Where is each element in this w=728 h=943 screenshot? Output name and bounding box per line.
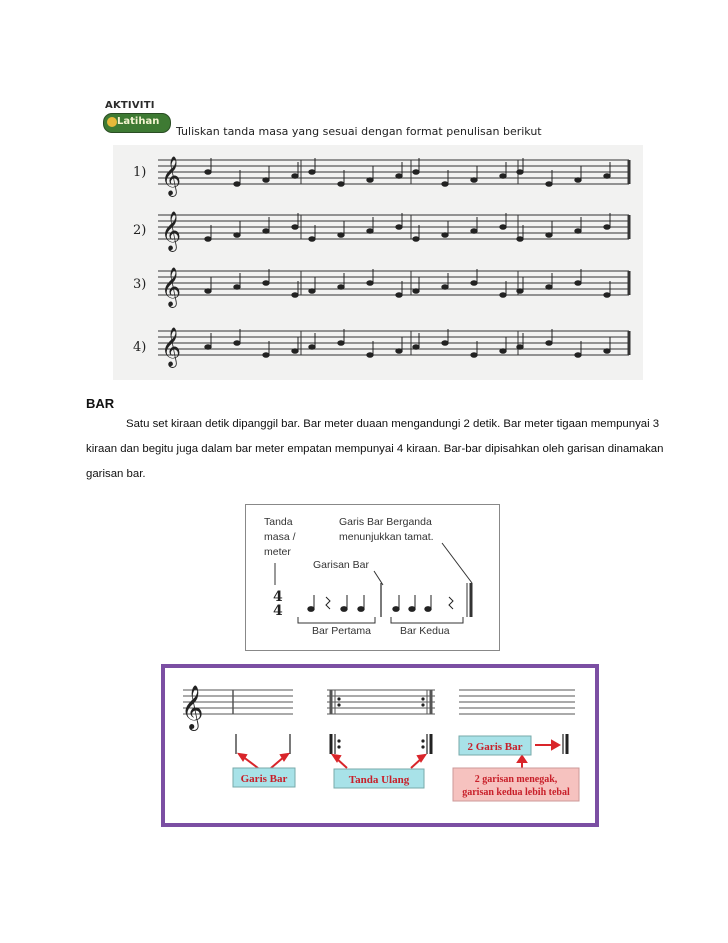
note-icon [517, 237, 523, 242]
note-icon [471, 353, 477, 358]
note-icon [292, 174, 298, 179]
note-icon [205, 289, 211, 294]
note-icon [500, 349, 506, 354]
bar-second-label: Bar Kedua [400, 625, 450, 637]
two-bar-description: 2 garisan menegak, [474, 774, 558, 785]
note-icon [338, 341, 344, 346]
note-icon [292, 349, 298, 354]
aktiviti-latihan-logo [103, 100, 173, 134]
note-icon [413, 170, 419, 175]
exercise-label: 2) [133, 223, 147, 238]
note-icon [396, 174, 402, 179]
note-icon [367, 178, 373, 183]
tanda-ulang-label: Tanda Ulang [348, 774, 410, 786]
two-bar-description: garisan kedua lebih tebal [462, 787, 570, 798]
note-icon [413, 237, 419, 242]
note-icon [471, 281, 477, 286]
two-bar-label: 2 Garis Bar [467, 741, 523, 753]
note-icon [575, 353, 581, 358]
note-icon [517, 289, 523, 294]
note-icon [234, 182, 240, 187]
note-icon [338, 182, 344, 187]
exercise-label: 4) [133, 340, 147, 355]
logo-badge-icon [107, 117, 117, 127]
treble-clef-icon: 𝄞 [161, 267, 182, 307]
note-icon [604, 349, 610, 354]
note-icon [575, 229, 581, 234]
note-icon [338, 285, 344, 290]
note-icon [234, 233, 240, 238]
note-icon [309, 237, 315, 242]
section-heading: BAR [86, 396, 115, 411]
note-icon [517, 170, 523, 175]
note-icon [396, 293, 402, 298]
logo-title: AKTIVITI [105, 100, 155, 111]
note-icon [546, 341, 552, 346]
note-icon [367, 353, 373, 358]
note-icon [234, 341, 240, 346]
note-icon [413, 345, 419, 350]
note-icon [263, 353, 269, 358]
section-paragraph: Satu set kiraan detik dipanggil bar. Bar meter duaan mengandungi 2 detik. Bar meter tigaan mempunyai 3 kiraan dan begitu juga dalam bar meter empatan mempunyai 4 kiraan. Bar-bar dipisahkan oleh garisan dinamakan garisan bar. [86, 418, 664, 480]
treble-clef-icon: 𝄞 [161, 156, 182, 196]
note-icon [205, 237, 211, 242]
note-icon [367, 281, 373, 286]
note-icon [604, 225, 610, 230]
time-sig-label: meter [264, 546, 291, 558]
note-icon [338, 233, 344, 238]
note-icon [471, 178, 477, 183]
treble-clef-icon: 𝄞 [161, 211, 182, 251]
note-icon [500, 225, 506, 230]
double-bar-label: menunjukkan tamat. [339, 531, 434, 543]
treble-clef-icon: 𝄞 [181, 685, 204, 729]
note-icon [396, 225, 402, 230]
time-sig-label: masa / [264, 531, 296, 543]
note-icon [309, 345, 315, 350]
note-icon [205, 345, 211, 350]
note-icon [263, 178, 269, 183]
note-icon [263, 229, 269, 234]
note-icon [367, 229, 373, 234]
garis-bar-label: Garis Bar [240, 773, 288, 785]
note-icon [546, 233, 552, 238]
note-icon [309, 170, 315, 175]
treble-clef-icon: 𝄞 [161, 327, 182, 367]
note-icon [546, 182, 552, 187]
note-icon [500, 174, 506, 179]
note-icon [263, 281, 269, 286]
logo-subtitle: Latihan [117, 116, 160, 127]
note-icon [517, 345, 523, 350]
exercise-staves-svg [113, 145, 643, 380]
note-icon [471, 229, 477, 234]
bar-line-types-figure [161, 664, 599, 827]
note-icon [604, 174, 610, 179]
note-icon [575, 178, 581, 183]
bar-line-label: Garisan Bar [313, 559, 370, 571]
bar-diagram [245, 504, 500, 651]
bar-first-label: Bar Pertama [312, 625, 371, 637]
time-sig-label: Tanda [264, 516, 293, 528]
note-icon [292, 293, 298, 298]
note-icon [442, 341, 448, 346]
note-icon [292, 225, 298, 230]
instruction-text: Tuliskan tanda masa yang sesuai dengan format penulisan berikut [176, 125, 542, 138]
note-icon [309, 289, 315, 294]
note-icon [442, 285, 448, 290]
note-icon [234, 285, 240, 290]
note-icon [442, 233, 448, 238]
note-icon [442, 182, 448, 187]
note-icon [396, 349, 402, 354]
double-bar-label: Garis Bar Berganda [339, 516, 432, 528]
time-sig-top: 4 [273, 589, 283, 605]
note-icon [205, 170, 211, 175]
note-icon [413, 289, 419, 294]
note-icon [575, 281, 581, 286]
exercise-score [113, 145, 643, 380]
note-icon [604, 293, 610, 298]
time-sig-bottom: 4 [273, 603, 283, 619]
note-icon [546, 285, 552, 290]
exercise-label: 1) [133, 165, 147, 180]
exercise-label: 3) [133, 277, 147, 292]
note-icon [500, 293, 506, 298]
